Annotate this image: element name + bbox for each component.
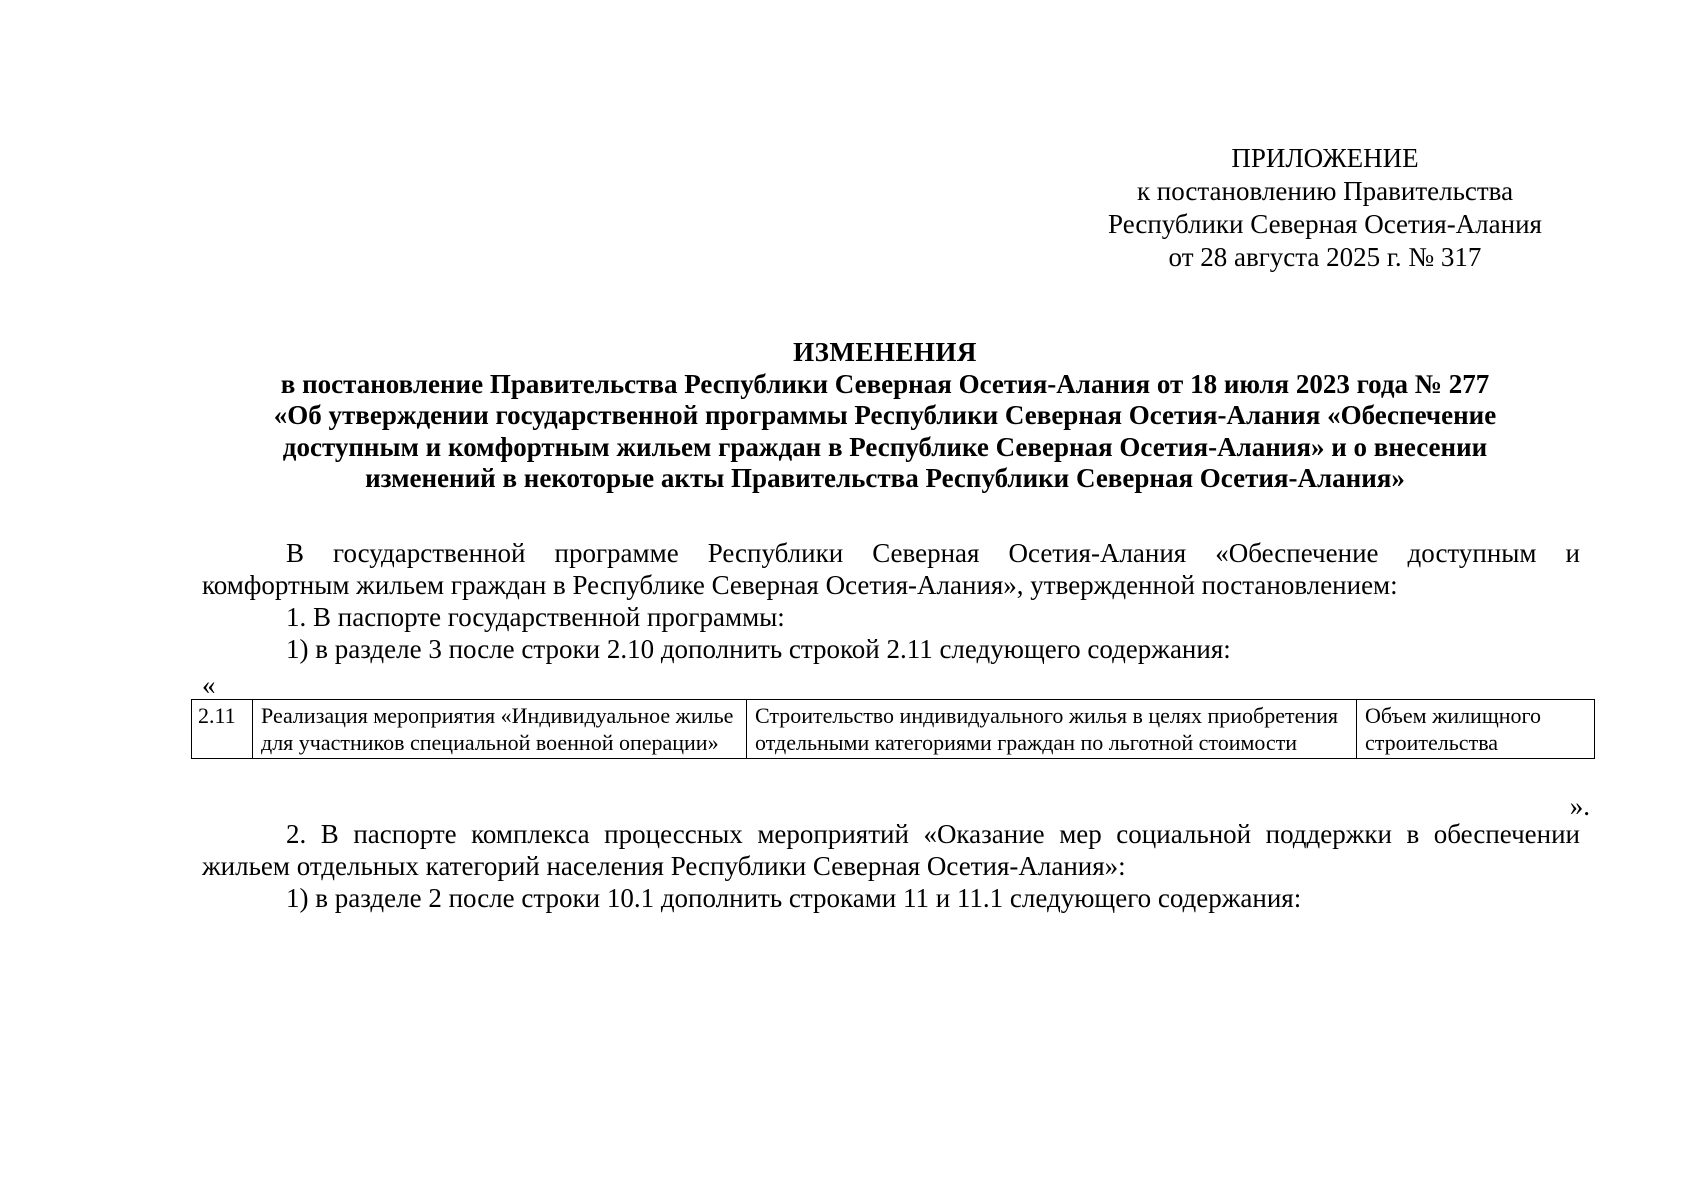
appendix-date-number: от 28 августа 2025 г. № 317 — [1168, 242, 1482, 272]
item-1-subitem: 1) в разделе 3 после строки 2.10 дополнить строкой 2.11 следующего содержания: — [286, 634, 1231, 664]
indicator-cell: Объем жилищного строительства — [1357, 700, 1595, 759]
intro-paragraph — [202, 537, 1580, 665]
intro-line: В государственной программе Республики Северная Осетия-Алания «Обеспечение доступным и — [286, 538, 1580, 568]
row-number-cell: 2.11 — [192, 700, 253, 759]
appendix-title: ПРИЛОЖЕНИЕ — [1231, 143, 1419, 173]
item-2-paragraph — [202, 818, 1580, 914]
document-title-block — [190, 337, 1580, 495]
table-row — [192, 700, 1595, 759]
title-line: изменений в некоторые акты Правительства Республики Северная Осетия-Алания» — [365, 463, 1405, 493]
opening-quote: « — [202, 670, 216, 700]
title-line: в постановление Правительства Республики Северная Осетия-Алания от 18 июля 2023 года № 277 — [280, 368, 1490, 399]
appendix-header — [1060, 142, 1590, 274]
appendix-republic: Республики Северная Осетия-Алания — [1108, 209, 1542, 239]
title-line: доступным и комфортным жильем граждан в Республике Северная Осетия-Алания» и о внесении — [282, 431, 1488, 462]
insertion-table — [191, 699, 1595, 759]
appendix-resolution-ref: к постановлению Правительства — [1136, 176, 1514, 206]
intro-line: комфортным жильем граждан в Республике Северная Осетия-Алания», утвержденной постановлением: — [202, 570, 1398, 600]
item-2-subitem: 1) в разделе 2 после строки 10.1 дополнить строками 11 и 11.1 следующего содержания: — [286, 883, 1302, 913]
item-1: 1. В паспорте государственной программы: — [286, 602, 785, 632]
item-2-line: 2. В паспорте комплекса процессных мероприятий «Оказание мер социальной поддержки в обеспечении — [286, 819, 1580, 849]
title-line: «Об утверждении государственной программы Республики Северная Осетия-Алания «Обеспечение — [273, 400, 1497, 430]
measure-description-cell: Строительство индивидуального жилья в целях приобретения отдельными категориями граждан по льготной стоимости — [747, 700, 1357, 759]
item-2-line: жильем отдельных категорий населения Республики Северная Осетия-Алания»: — [202, 851, 1126, 881]
document-title: ИЗМЕНЕНИЯ — [793, 337, 977, 367]
measure-name-cell: Реализация мероприятия «Индивидуальное жилье для участников специальной военной операции» — [253, 700, 747, 759]
closing-quote: ». — [1569, 791, 1590, 821]
